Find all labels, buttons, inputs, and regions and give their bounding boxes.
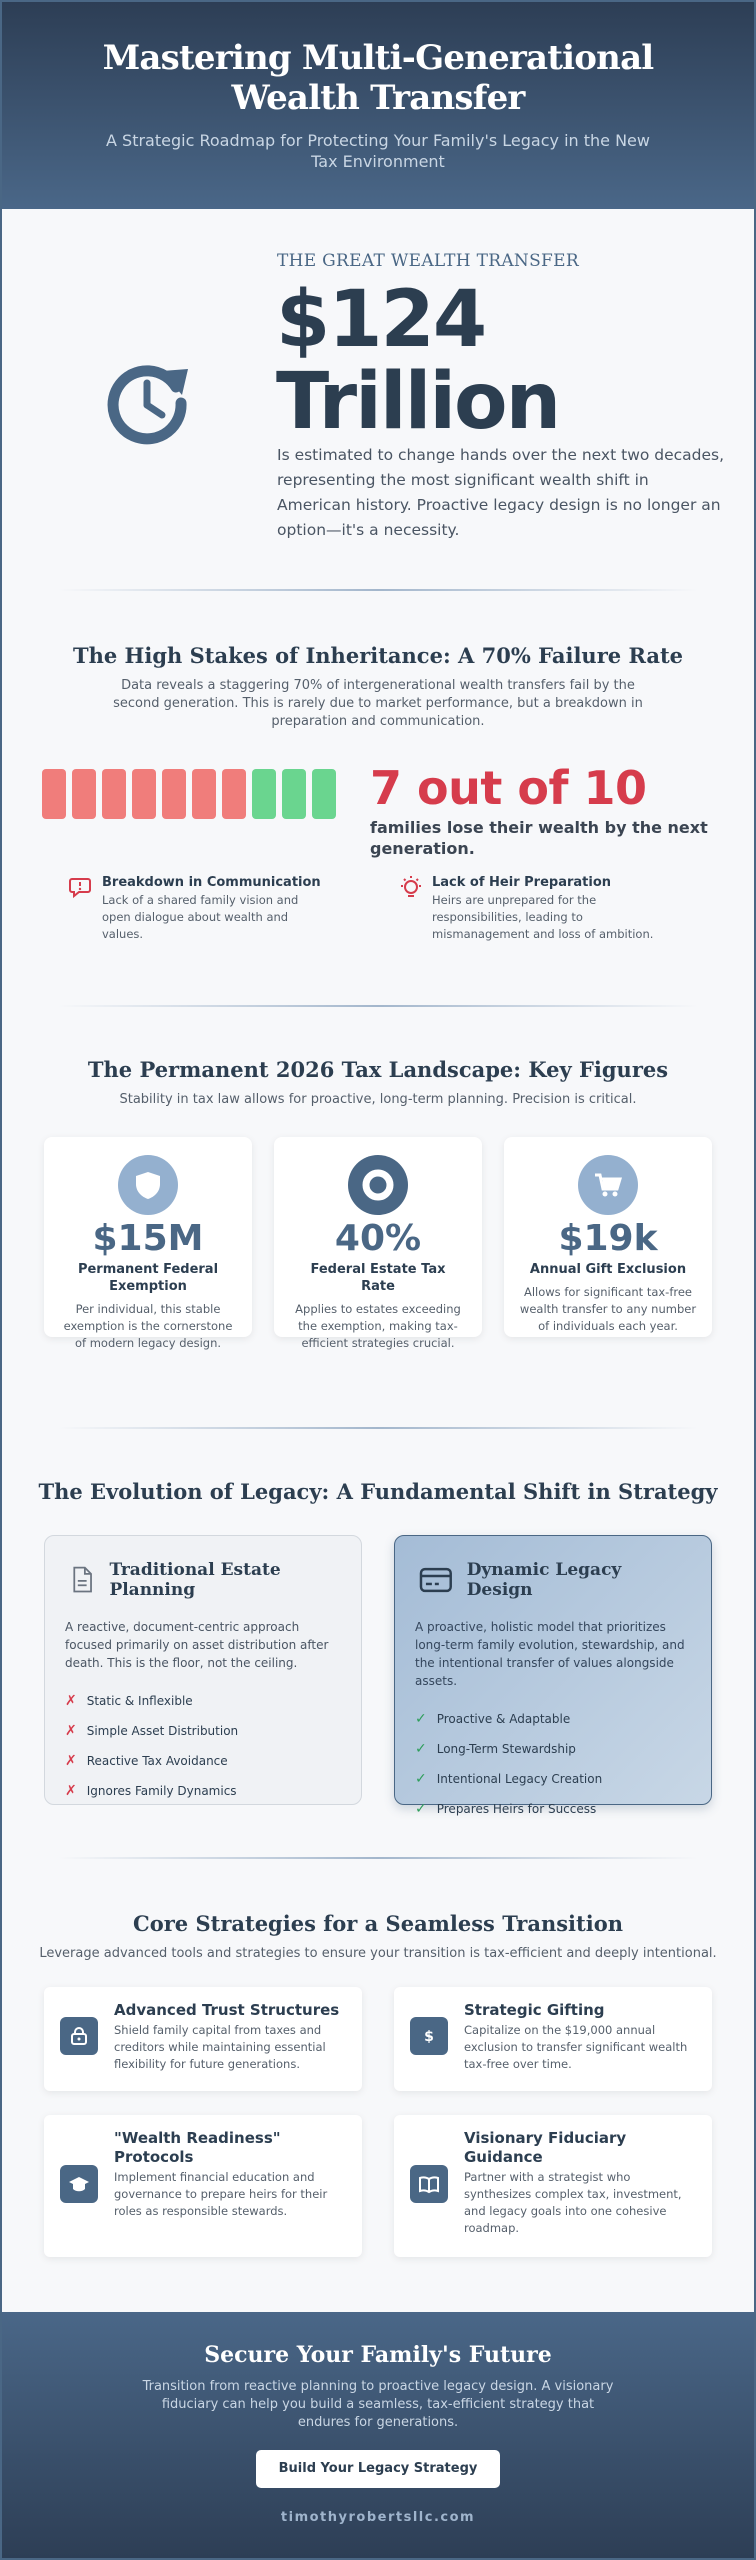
page-title: Mastering Multi-Generational Wealth Transfer: [102, 38, 654, 118]
tax-card-text: Allows for significant tax-free wealth transfer to any number of individuals each year.: [519, 1285, 697, 1333]
list-item-label: Proactive & Adaptable: [436, 1712, 571, 1726]
lightbulb-icon: [398, 875, 424, 901]
list-item-label: Ignores Family Dynamics: [86, 1784, 237, 1798]
traditional-list: [65, 1686, 341, 1806]
reason-text: Heirs are unprepared for the responsibilities, leading to mismanagement and loss of ambition.: [432, 893, 654, 941]
stakes-section: [2, 591, 754, 1005]
tax-card-label: Federal Estate Tax Rate: [310, 1262, 446, 1294]
list-item: [65, 1686, 341, 1716]
page-subtitle: A Strategic Roadmap for Protecting Your Family's Legacy in the New Tax Environment: [106, 131, 650, 171]
list-item: [415, 1734, 691, 1764]
tax-cards: [44, 1137, 712, 1350]
check-icon: ✓: [415, 1801, 427, 1817]
transfer-unit: Trillion: [276, 357, 560, 447]
strategies-subtitle: Leverage advanced tools and strategies to ensure your transition is tax-efficient and deeply intentional.: [39, 1946, 717, 1961]
check-icon: ✓: [415, 1741, 427, 1757]
family-bar-lost: [192, 769, 216, 819]
family-bars: [42, 769, 336, 819]
document-icon: [69, 1564, 95, 1596]
list-item-label: Intentional Legacy Creation: [436, 1772, 603, 1786]
strategy-card-gifting: [394, 1987, 712, 2091]
strategy-text: Capitalize on the $19,000 annual exclusion to transfer significant wealth tax-free over time.: [464, 2023, 688, 2071]
reason-heir-preparation: [398, 875, 668, 943]
tax-card-value: $15M: [92, 1218, 204, 1259]
strategy-title: "Wealth Readiness" Protocols: [114, 2129, 281, 2166]
graduation-cap-icon: [60, 2165, 98, 2203]
cta-footer: [2, 2312, 754, 2558]
family-bar-lost: [72, 769, 96, 819]
x-icon: ✗: [65, 1753, 77, 1769]
strategy-title: Strategic Gifting: [464, 2001, 605, 2019]
strategy-card-fiduciary: [394, 2115, 712, 2257]
traditional-planning-card: [44, 1535, 362, 1805]
website-link[interactable]: timothyrobertsllc.com: [280, 2510, 476, 2525]
family-bar-kept: [282, 769, 306, 819]
transfer-eyebrow: THE GREAT WEALTH TRANSFER: [277, 251, 579, 271]
tax-card-text: Applies to estates exceeding the exemption, making tax-efficient strategies crucial.: [295, 1302, 461, 1350]
list-item: [415, 1764, 691, 1794]
check-icon: ✓: [415, 1711, 427, 1727]
list-item-label: Long-Term Stewardship: [436, 1742, 576, 1756]
list-item-label: Prepares Heirs for Success: [436, 1802, 597, 1816]
footer-title: Secure Your Family's Future: [204, 2342, 552, 2368]
dynamic-list: [415, 1704, 691, 1824]
transfer-value: $124: [276, 275, 486, 365]
list-item: [415, 1704, 691, 1734]
dynamic-title: Dynamic Legacy Design: [466, 1560, 622, 1600]
family-bar-lost: [162, 769, 186, 819]
tax-subtitle: Stability in tax law allows for proactive, long-term planning. Precision is critical.: [119, 1092, 637, 1107]
strategy-text: Implement financial education and governance to prepare heirs for their roles as responsible stewards.: [114, 2170, 328, 2218]
tax-card-rate: [274, 1137, 482, 1350]
family-bar-lost: [132, 769, 156, 819]
list-item: [65, 1746, 341, 1776]
list-item-label: Static & Inflexible: [86, 1694, 193, 1708]
family-bar-lost: [42, 769, 66, 819]
list-item-label: Simple Asset Distribution: [86, 1724, 239, 1738]
tax-card-value: $19k: [558, 1218, 658, 1259]
dollar-icon: [410, 2017, 448, 2055]
cart-icon: [578, 1155, 638, 1215]
strategy-text: Shield family capital from taxes and creditors while maintaining essential flexibility for future generations.: [114, 2023, 326, 2071]
strategy-card-readiness: [44, 2115, 362, 2257]
failure-stat-label: families lose their wealth by the next generation.: [370, 818, 708, 858]
ring-icon: [348, 1155, 408, 1215]
strategy-title: Visionary Fiduciary Guidance: [464, 2129, 627, 2166]
tax-card-text: Per individual, this stable exemption is the cornerstone of modern legacy design.: [63, 1302, 233, 1350]
transfer-amount: [276, 275, 560, 447]
reason-title: Breakdown in Communication: [102, 875, 321, 890]
evolution-section: [2, 1429, 754, 1857]
list-item: [65, 1716, 341, 1746]
strategy-text: Partner with a strategist who synthesizes complex tax, investment, and legacy goals into one cohesive roadmap.: [464, 2170, 682, 2235]
strategies-section: [2, 1859, 754, 2305]
hero-header: [2, 2, 754, 209]
tax-card-value: 40%: [334, 1218, 422, 1259]
x-icon: ✗: [65, 1723, 77, 1739]
x-icon: ✗: [65, 1783, 77, 1799]
credit-card-icon: [419, 1566, 453, 1594]
dynamic-description: A proactive, holistic model that prioritizes long-term family evolution, stewardship, and the intentional transfer of values alongside assets.: [415, 1620, 685, 1688]
traditional-title: Traditional Estate Planning: [109, 1560, 281, 1600]
list-item: [415, 1794, 691, 1824]
stakes-title: The High Stakes of Inheritance: A 70% Failure Rate: [72, 643, 684, 668]
reason-title: Lack of Heir Preparation: [432, 875, 612, 890]
tax-card-label: Annual Gift Exclusion: [529, 1262, 687, 1277]
list-item: [65, 1776, 341, 1806]
check-icon: ✓: [415, 1771, 427, 1787]
evolution-title: The Evolution of Legacy: A Fundamental Shift in Strategy: [38, 1479, 718, 1504]
tax-title: The Permanent 2026 Tax Landscape: Key Figures: [87, 1057, 669, 1082]
strategy-title: Advanced Trust Structures: [114, 2001, 340, 2019]
tax-card-exemption: [44, 1137, 252, 1350]
tax-card-label: Permanent Federal Exemption: [77, 1262, 219, 1294]
traditional-description: A reactive, document-centric approach focused primarily on asset distribution after death. This is the floor, not the ceiling.: [65, 1620, 329, 1670]
transfer-description: Is estimated to change hands over the next two decades, representing the most significant wealth shift in American history. Proactive legacy design is no longer an option—it's a necessity.: [277, 446, 725, 539]
tax-card-gift: [504, 1137, 712, 1337]
reason-communication: [68, 875, 328, 943]
wealth-transfer-section: [2, 209, 754, 589]
list-item-label: Reactive Tax Avoidance: [86, 1754, 228, 1768]
book-open-icon: [410, 2165, 448, 2203]
strategy-card-trusts: [44, 1987, 362, 2091]
failure-stat: 7 out of 10: [370, 761, 647, 815]
shield-icon: [118, 1155, 178, 1215]
chat-alert-icon: [68, 875, 94, 901]
tax-landscape-section: [2, 1007, 754, 1427]
reason-text: Lack of a shared family vision and open dialogue about wealth and values.: [102, 893, 299, 941]
stakes-subtitle: Data reveals a staggering 70% of intergenerational wealth transfers fail by the second generation. This is rarely due to market performance, but a breakdown in preparation and communication.: [113, 678, 643, 729]
family-bar-lost: [102, 769, 126, 819]
dynamic-legacy-card: [394, 1535, 712, 1817]
build-strategy-button[interactable]: Build Your Legacy Strategy: [256, 2450, 500, 2488]
x-icon: ✗: [65, 1693, 77, 1709]
clock-history-icon: [102, 357, 192, 447]
family-bar-kept: [312, 769, 336, 819]
footer-text: Transition from reactive planning to proactive legacy design. A visionary fiduciary can help you build a seamless, tax-efficient strategy that endures for generations.: [142, 2379, 614, 2430]
strategies-title: Core Strategies for a Seamless Transition: [133, 1911, 623, 1936]
family-bar-lost: [222, 769, 246, 819]
svg-text:$: $: [424, 2029, 434, 2045]
lock-icon: [60, 2017, 98, 2055]
family-bar-kept: [252, 769, 276, 819]
